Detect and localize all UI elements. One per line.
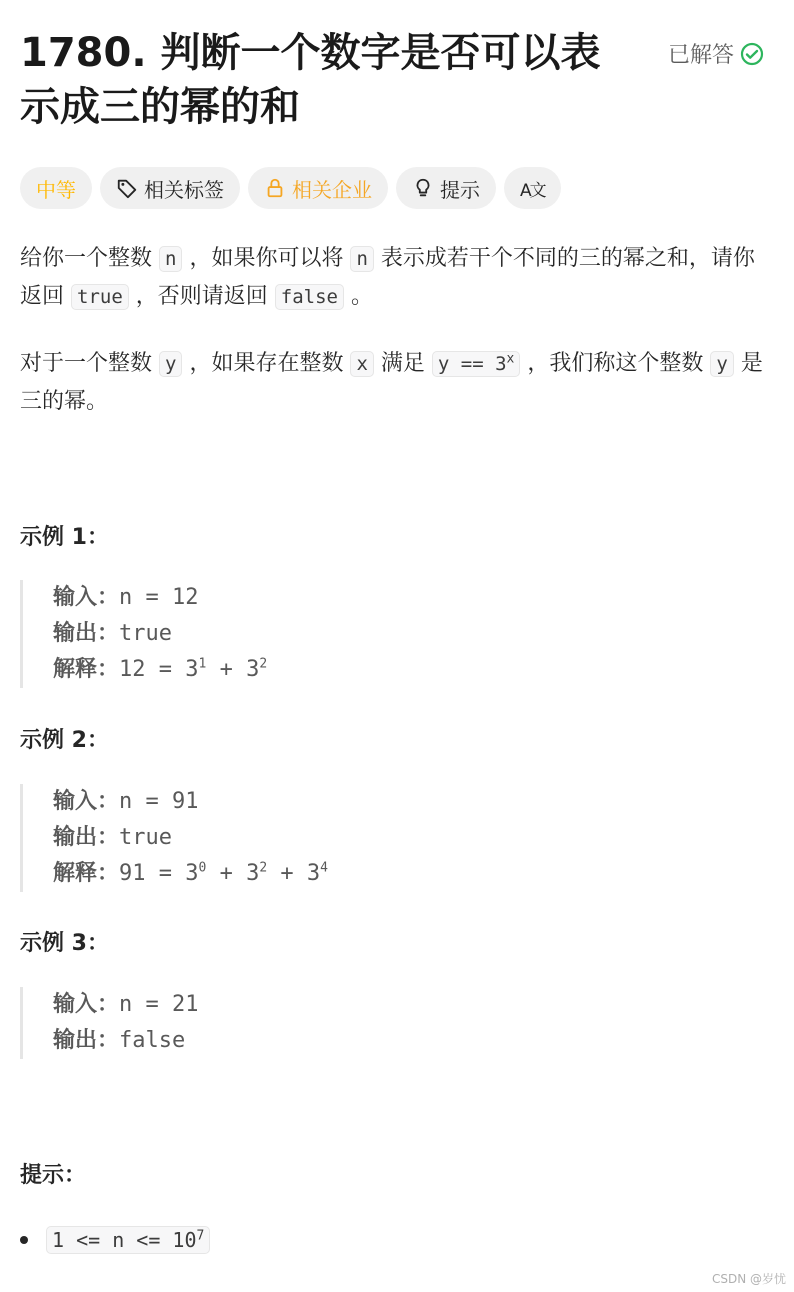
inline-code: false (275, 284, 344, 310)
inline-code: y (710, 351, 733, 377)
bullet-icon (20, 1236, 28, 1244)
solved-status[interactable] (668, 38, 764, 69)
constraint-code: $1 <= n <= 10^7$ (46, 1226, 210, 1254)
tag-icon (116, 177, 138, 199)
translate-icon: A文 (520, 180, 545, 201)
inline-code: true (71, 284, 129, 310)
example-output: 输出：true (53, 621, 172, 646)
tag-bar (20, 167, 561, 209)
example-3-title: 示例 3： (20, 931, 109, 956)
related-companies-button[interactable]: 相关企业 (248, 167, 388, 209)
example-1-title: 示例 1： (20, 525, 109, 550)
inline-code: x (350, 351, 373, 377)
example-3-block (20, 987, 199, 1059)
constraints-title: 提示： (20, 1163, 87, 1188)
inline-code: y (159, 351, 182, 377)
lightbulb-icon (412, 177, 434, 199)
watermark: CSDN @岁忧 (711, 1272, 786, 1286)
example-output: 输出：false (53, 1028, 186, 1053)
example-output: 输出：true (53, 825, 172, 850)
example-explanation: 解释：$91 = 3^0 + 3^2 + 3^4$ (53, 860, 328, 886)
translate-button[interactable] (504, 167, 561, 209)
inline-code: $y == 3^x$ (432, 351, 520, 377)
description-paragraph-1: 给你一个整数 n ，如果你可以将 n 表示成若干个不同的三的幂之和，请你返回 true ，否则请返回 false 。 (20, 246, 755, 309)
example-explanation: 解释：$12 = 3^1 + 3^2$ (53, 656, 268, 682)
problem-title: 1780. 判断一个数字是否可以表示成三的幂的和 (20, 30, 601, 130)
example-input: 输入：n = 91 (53, 789, 199, 814)
example-input: 输入：n = 21 (53, 992, 199, 1017)
inline-code: n (159, 246, 182, 272)
difficulty-badge[interactable]: 中等 (20, 167, 92, 209)
description-paragraph-2: 对于一个整数 y ，如果存在整数 x 满足 $y == 3^x$ ，我们称这个整数 y 是三的幂。 (20, 351, 763, 414)
example-2-title: 示例 2： (20, 728, 109, 753)
example-input: 输入：n = 12 (53, 585, 199, 610)
solved-label: 已解答 (668, 43, 735, 68)
check-circle-icon (740, 42, 764, 66)
example-1-block (20, 580, 267, 688)
hint-button[interactable]: 提示 (396, 167, 496, 209)
example-2-block (20, 784, 328, 892)
inline-code: n (350, 246, 373, 272)
related-tags-button[interactable]: 相关标签 (100, 167, 240, 209)
constraint-item (20, 1226, 210, 1254)
lock-icon (264, 177, 286, 199)
